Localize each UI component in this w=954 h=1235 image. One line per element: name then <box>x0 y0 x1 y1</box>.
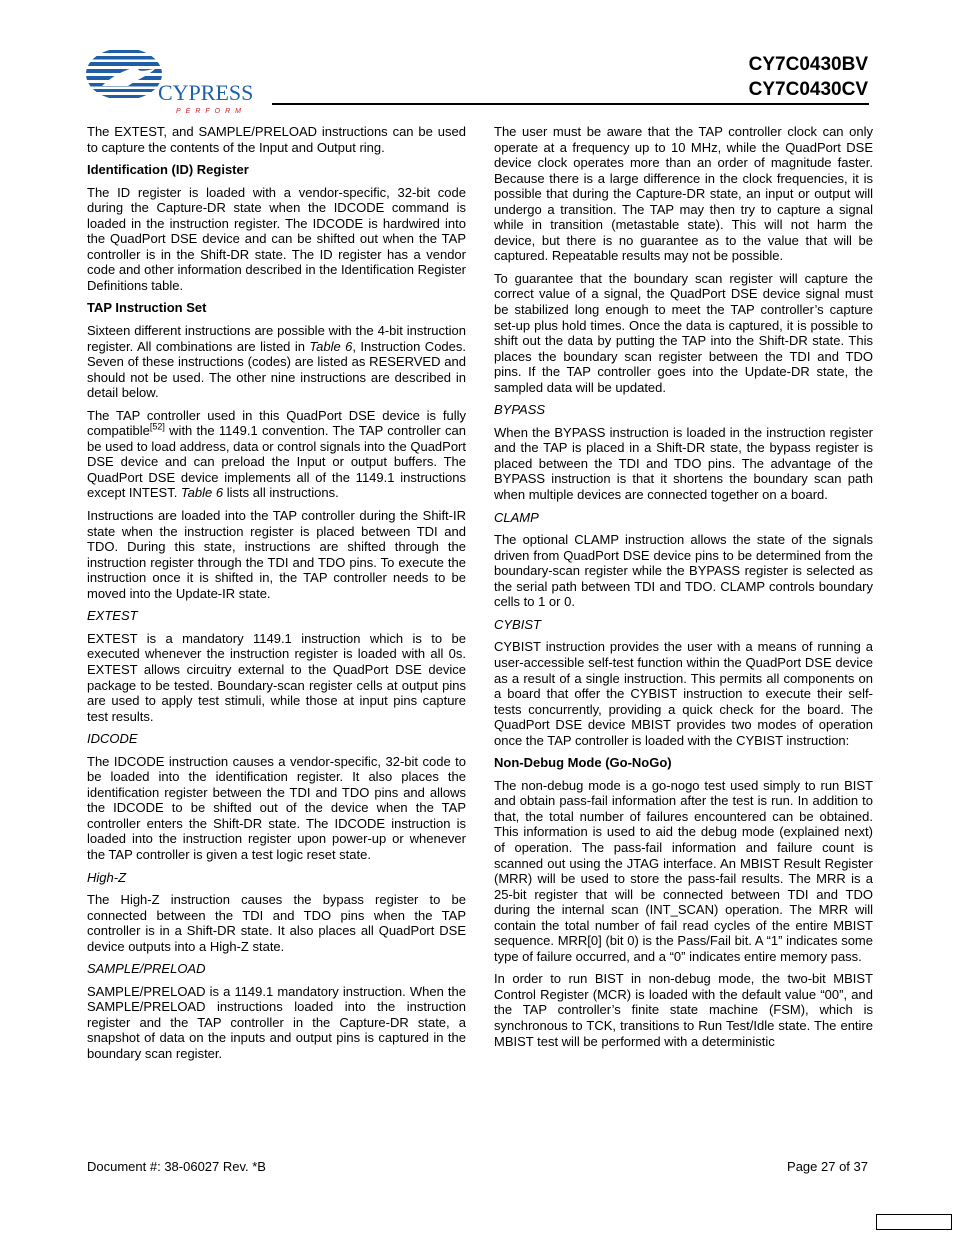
extest-heading: EXTEST <box>87 608 138 624</box>
non-debug-paragraph-2: In order to run BIST in non-debug mode, the two-bit MBIST Control Register (MCR) is loaded with the default value “00”, and the TAP controller’s finite state machine (FSM), which is synchronous to TCK, transitions to Run Test/Idle state. The entire MBIST test will be performed with a deterministic <box>494 971 873 1049</box>
bypass-heading: BYPASS <box>494 402 546 418</box>
header-rule <box>272 103 869 105</box>
sample-preload-heading: SAMPLE/PRELOAD <box>87 961 206 977</box>
svg-text:PERFORM: PERFORM <box>176 108 246 115</box>
highz-heading: High-Z <box>87 869 127 885</box>
boundary-scan-paragraph: To guarantee that the boundary scan register will capture the correct value of a signal, the QuadPort DSE device signal must be stabilized long enough to meet the TAP controller’s capture set-up plus hold times. Once the data is captured, it is possible to shift out the data by putting the TAP into the Shift-DR state. This places the boundary scan register between the TDI and TDO pins. If the TAP controller goes into the Update-DR state, the sampled data will be updated. <box>494 270 873 395</box>
svg-text:CYPRESS: CYPRESS <box>158 80 254 105</box>
intro-paragraph: The EXTEST, and SAMPLE/PRELOAD instructions can be used to capture the contents of the Input and Output ring. <box>87 124 466 155</box>
cybist-paragraph: CYBIST instruction provides the user with a means of running a user-accessible self-test function within the QuadPort DSE device as a result of a single instruction. This permits all components on a board that offer the CYBIST instruction to execute their self-tests concurrently, providing a quick check for the board. The QuadPort DSE device MBIST provides two modes of operation once the TAP controller is loaded with the CYBIST instruction: <box>494 639 873 748</box>
tap-paragraph-2 <box>87 408 466 501</box>
part-number-2: CY7C0430CV <box>748 79 868 100</box>
right-column <box>494 124 873 1056</box>
idcode-heading: IDCODE <box>87 731 138 747</box>
cybist-heading: CYBIST <box>494 616 541 632</box>
clamp-heading: CLAMP <box>494 509 539 525</box>
cypress-logo <box>84 46 260 116</box>
id-register-paragraph: The ID register is loaded with a vendor-specific, 32-bit code during the Capture-DR state when the IDCODE command is loaded in the instruction register. The IDCODE is hardwired into the QuadPort DSE device and can be shifted out when the TAP controller is in the Shift-DR state. The ID register has a vendor code and other information described in the Identification Register Definitions table. <box>87 184 466 293</box>
idcode-paragraph: The IDCODE instruction causes a vendor-specific, 32-bit code to be loaded into the identification register. It also places the identification register between the TDI and TDO pins and allows the IDCODE to be shifted out of the device when the TAP controller enters the Shift-DR state. The IDCODE instruction is loaded into the instruction register upon power-up or whenever the TAP controller is given a test logic reset state. <box>87 753 466 862</box>
page-number: Page 27 of 37 <box>787 1159 868 1174</box>
clamp-paragraph: The optional CLAMP instruction allows the state of the signals driven from QuadPort DSE device pins to be determined from the boundary-scan register while the BYPASS register is selected as the serial path between TDI and TDO. CLAMP controls boundary cells to 1 or 0. <box>494 532 873 610</box>
bypass-paragraph: When the BYPASS instruction is loaded in the instruction register and the TAP is placed in a Shift-DR state, the bypass register is placed between the TDI and TDO pins. The advantage of the BYPASS instruction is that it shortens the boundary scan path when multiple devices are connected together on a board. <box>494 424 873 503</box>
left-column <box>87 124 466 1069</box>
tap-p1-text-2: , Instruction Codes. Seven of these instructions (codes) are listed as RESERVED and should not be used. The other nine instructions are described in detail below. <box>87 338 467 401</box>
tap-p2-text-2: with the 1149.1 convention. The TAP controller can be used to load address, data or control signals into the QuadPort DSE device and can preload the Input or output buffers. The QuadPort DSE device implements all of the 1149.1 instructions except INTEST. <box>87 423 466 501</box>
tap-instruction-heading: TAP Instruction Set <box>87 300 207 316</box>
tap-p1-text: Sixteen different instructions are possible with the 4-bit instruction register. All combinations are listed in <box>87 323 466 354</box>
id-register-heading: Identification (ID) Register <box>87 162 249 178</box>
extest-paragraph: EXTEST is a mandatory 1149.1 instruction which is to be executed whenever the instruction register is loaded with all 0s. EXTEST allows circuitry external to the QuadPort DSE device package to be tested. Boundary-scan register cells at output pins are used to apply test stimuli, while those at input pins capture test results. <box>87 630 466 724</box>
document-number: Document #: 38-06027 Rev. *B <box>87 1159 266 1174</box>
non-debug-heading: Non-Debug Mode (Go-NoGo) <box>494 755 672 771</box>
highz-paragraph: The High-Z instruction causes the bypass register to be connected between the TDI and TDO pins when the TAP controller is in a Shift-DR state. It also places all QuadPort DSE device outputs into a High-Z state. <box>87 892 466 954</box>
sample-preload-paragraph: SAMPLE/PRELOAD is a 1149.1 mandatory instruction. When the SAMPLE/PRELOAD instructions loaded into the instruction register and the TAP controller in the Capture-DR state, a snapshot of data on the inputs and output pins is captured in the boundary scan register. <box>87 983 466 1061</box>
part-numbers <box>749 52 868 102</box>
tap-p2-text: The TAP controller used in this QuadPort DSE device is fully compatible <box>87 407 466 439</box>
tap-p2-text-3: lists all instructions. <box>223 485 339 501</box>
footnote-ref-52[interactable]: [52] <box>149 421 165 432</box>
feedback-box <box>876 1214 952 1230</box>
cypress-logo-icon <box>84 46 260 116</box>
tap-paragraph-3: Instructions are loaded into the TAP controller during the Shift-IR state when the instruction register is placed between TDI and TDO. During this state, instructions are shifted through the instruction register through the TDI and TDO pins. To execute the instruction once it is shifted in, the TAP controller needs to be moved into the Update-IR state. <box>87 508 466 601</box>
part-number-1: CY7C0430BV <box>748 54 868 75</box>
table-6-link-2[interactable]: Table 6 <box>180 485 224 501</box>
tap-clock-paragraph: The user must be aware that the TAP controller clock can only operate at a frequency up to 10 MHz, while the QuadPort DSE device clock operates more than an order of magnitude faster. Because there is a large difference in the clock frequencies, it is possible that during the Capture-DR state, an input or output will undergo a transition. The TAP may then try to capture a signal while in transition (metastable state). This will not harm the device, but there is no guarantee as to the value that will be captured. Repeatable results may not be possible. <box>494 124 873 264</box>
tap-paragraph-1 <box>87 323 466 401</box>
non-debug-paragraph-1: The non-debug mode is a go-nogo test used simply to run BIST and obtain pass-fail information after the test is run. In addition to that, the total number of failures encountered can be obtained. This information is used to aid the debug mode (explained next) of operation. The pass-fail information and failure count is scanned out using the JTAG interface. An MBIST Result Register (MRR) will be used to store the pass-fail results. The MRR is a 25-bit register that will be connected between TDI and TDO during the internal scan (INT_SCAN) operation. The MRR will contain the total number of fail read cycles of the entire MBIST sequence. MRR[0] (bit 0) is the Pass/Fail bit. A “1” indicates some type of failure occurred, and a “0” indicates entire memory pass. <box>494 777 873 964</box>
table-6-link[interactable]: Table 6 <box>309 338 353 354</box>
